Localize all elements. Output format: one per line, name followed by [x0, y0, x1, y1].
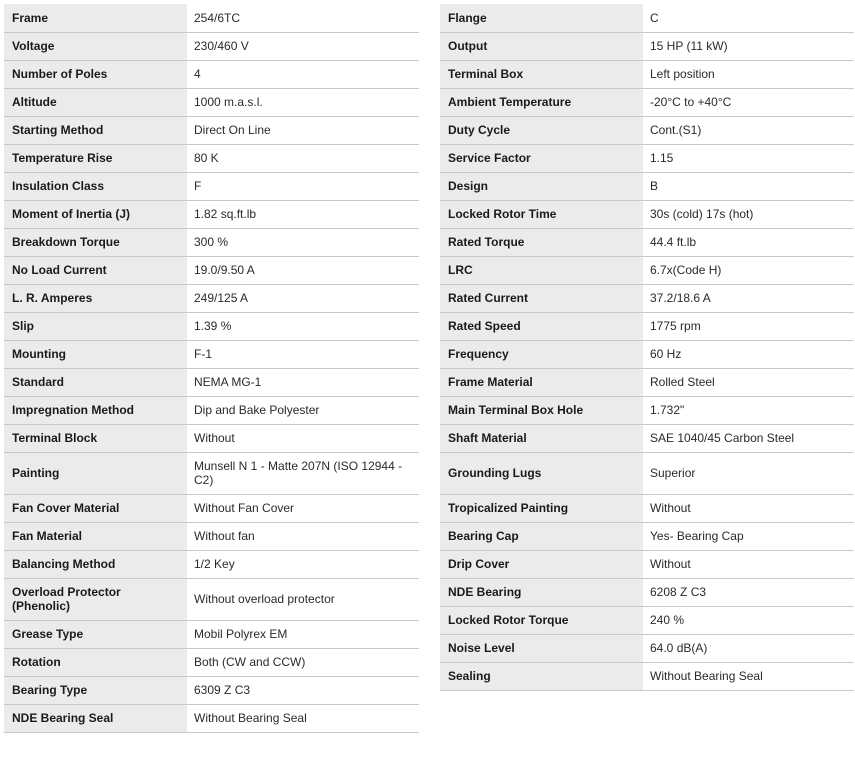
spec-label: Service Factor	[440, 144, 643, 172]
spec-label: Locked Rotor Torque	[440, 606, 643, 634]
spec-value: NEMA MG-1	[187, 368, 419, 396]
spec-value: 6208 Z C3	[643, 578, 854, 606]
spec-row	[440, 312, 854, 340]
spec-row	[440, 200, 854, 228]
spec-row	[440, 550, 854, 578]
spec-value: Superior	[643, 452, 854, 494]
spec-row	[440, 368, 854, 396]
spec-value: F-1	[187, 340, 419, 368]
spec-row	[4, 32, 419, 60]
spec-value: Both (CW and CCW)	[187, 648, 419, 676]
spec-label: Sealing	[440, 662, 643, 690]
spec-value: 1000 m.a.s.l.	[187, 88, 419, 116]
spec-label: Noise Level	[440, 634, 643, 662]
spec-row	[4, 88, 419, 116]
spec-row	[440, 88, 854, 116]
spec-value: Without fan	[187, 522, 419, 550]
spec-value: SAE 1040/45 Carbon Steel	[643, 424, 854, 452]
spec-row	[440, 116, 854, 144]
spec-row	[440, 284, 854, 312]
spec-value: Without Bearing Seal	[187, 704, 419, 732]
spec-value: 1.15	[643, 144, 854, 172]
spec-row	[4, 424, 419, 452]
spec-row	[440, 340, 854, 368]
spec-value: 300 %	[187, 228, 419, 256]
spec-value: Yes- Bearing Cap	[643, 522, 854, 550]
spec-row	[4, 4, 419, 32]
spec-value: 44.4 ft.lb	[643, 228, 854, 256]
spec-row	[4, 522, 419, 550]
spec-label: Ambient Temperature	[440, 88, 643, 116]
spec-row	[440, 424, 854, 452]
spec-row	[440, 494, 854, 522]
spec-value: 1/2 Key	[187, 550, 419, 578]
spec-label: Starting Method	[4, 116, 187, 144]
spec-row	[4, 648, 419, 676]
spec-value: 249/125 A	[187, 284, 419, 312]
spec-row	[440, 228, 854, 256]
spec-value: Dip and Bake Polyester	[187, 396, 419, 424]
spec-row	[4, 396, 419, 424]
spec-label: Frame Material	[440, 368, 643, 396]
spec-label: Voltage	[4, 32, 187, 60]
spec-row	[440, 452, 854, 494]
spec-label: Shaft Material	[440, 424, 643, 452]
spec-row	[4, 256, 419, 284]
spec-label: Impregnation Method	[4, 396, 187, 424]
spec-label: Locked Rotor Time	[440, 200, 643, 228]
spec-value: 6.7x(Code H)	[643, 256, 854, 284]
spec-label: Bearing Cap	[440, 522, 643, 550]
spec-row	[4, 116, 419, 144]
spec-label: Main Terminal Box Hole	[440, 396, 643, 424]
spec-value: 30s (cold) 17s (hot)	[643, 200, 854, 228]
spec-value: 80 K	[187, 144, 419, 172]
spec-value: 1775 rpm	[643, 312, 854, 340]
spec-row	[440, 32, 854, 60]
spec-label: Flange	[440, 4, 643, 32]
spec-value: 1.39 %	[187, 312, 419, 340]
spec-row	[440, 60, 854, 88]
spec-label: Fan Material	[4, 522, 187, 550]
spec-value: 6309 Z C3	[187, 676, 419, 704]
spec-label: Frame	[4, 4, 187, 32]
spec-row	[4, 620, 419, 648]
spec-value: 19.0/9.50 A	[187, 256, 419, 284]
specs-table-right	[440, 4, 854, 691]
spec-label: Design	[440, 172, 643, 200]
spec-value: 37.2/18.6 A	[643, 284, 854, 312]
spec-value: Without Fan Cover	[187, 494, 419, 522]
spec-value: 1.82 sq.ft.lb	[187, 200, 419, 228]
spec-value: Without overload protector	[187, 578, 419, 620]
spec-label: Rated Current	[440, 284, 643, 312]
spec-row	[4, 676, 419, 704]
spec-label: Duty Cycle	[440, 116, 643, 144]
spec-value: Cont.(S1)	[643, 116, 854, 144]
spec-value: 240 %	[643, 606, 854, 634]
spec-value: Left position	[643, 60, 854, 88]
spec-label: Grounding Lugs	[440, 452, 643, 494]
spec-row	[440, 662, 854, 690]
spec-value: 254/6TC	[187, 4, 419, 32]
spec-label: Terminal Box	[440, 60, 643, 88]
spec-value: Without Bearing Seal	[643, 662, 854, 690]
spec-row	[4, 704, 419, 732]
spec-label: Terminal Block	[4, 424, 187, 452]
spec-row	[4, 172, 419, 200]
spec-value: 60 Hz	[643, 340, 854, 368]
spec-label: Insulation Class	[4, 172, 187, 200]
spec-value: 64.0 dB(A)	[643, 634, 854, 662]
spec-label: NDE Bearing Seal	[4, 704, 187, 732]
spec-label: Balancing Method	[4, 550, 187, 578]
spec-value: Munsell N 1 - Matte 207N (ISO 12944 - C2)	[187, 452, 419, 494]
spec-label: Altitude	[4, 88, 187, 116]
spec-label: Rated Speed	[440, 312, 643, 340]
specs-table-left	[4, 4, 419, 733]
spec-label: Slip	[4, 312, 187, 340]
spec-row	[4, 200, 419, 228]
spec-row	[4, 578, 419, 620]
spec-value: Mobil Polyrex EM	[187, 620, 419, 648]
spec-label: Mounting	[4, 340, 187, 368]
spec-value: 4	[187, 60, 419, 88]
spec-row	[4, 312, 419, 340]
spec-label: Grease Type	[4, 620, 187, 648]
spec-label: NDE Bearing	[440, 578, 643, 606]
spec-row	[4, 550, 419, 578]
spec-row	[4, 452, 419, 494]
spec-row	[440, 606, 854, 634]
spec-label: LRC	[440, 256, 643, 284]
spec-value: 230/460 V	[187, 32, 419, 60]
spec-value: -20°C to +40°C	[643, 88, 854, 116]
spec-label: Moment of Inertia (J)	[4, 200, 187, 228]
spec-row	[440, 522, 854, 550]
spec-label: L. R. Amperes	[4, 284, 187, 312]
spec-value: Direct On Line	[187, 116, 419, 144]
spec-row	[440, 144, 854, 172]
spec-label: Number of Poles	[4, 60, 187, 88]
spec-value: C	[643, 4, 854, 32]
spec-row	[4, 228, 419, 256]
spec-label: Bearing Type	[4, 676, 187, 704]
spec-row	[440, 578, 854, 606]
spec-value: Rolled Steel	[643, 368, 854, 396]
spec-label: Tropicalized Painting	[440, 494, 643, 522]
spec-value: Without	[187, 424, 419, 452]
spec-row	[4, 368, 419, 396]
spec-row	[440, 634, 854, 662]
spec-value: F	[187, 172, 419, 200]
spec-label: No Load Current	[4, 256, 187, 284]
spec-label: Frequency	[440, 340, 643, 368]
spec-value: Without	[643, 494, 854, 522]
spec-row	[4, 494, 419, 522]
spec-label: Fan Cover Material	[4, 494, 187, 522]
spec-row	[4, 340, 419, 368]
spec-row	[440, 4, 854, 32]
spec-label: Rated Torque	[440, 228, 643, 256]
spec-label: Overload Protector (Phenolic)	[4, 578, 187, 620]
spec-row	[4, 284, 419, 312]
spec-value: Without	[643, 550, 854, 578]
spec-label: Painting	[4, 452, 187, 494]
spec-value: B	[643, 172, 854, 200]
spec-row	[4, 144, 419, 172]
spec-label: Rotation	[4, 648, 187, 676]
spec-label: Standard	[4, 368, 187, 396]
spec-label: Output	[440, 32, 643, 60]
spec-value: 15 HP (11 kW)	[643, 32, 854, 60]
spec-label: Drip Cover	[440, 550, 643, 578]
spec-value: 1.732"	[643, 396, 854, 424]
spec-row	[4, 60, 419, 88]
spec-row	[440, 396, 854, 424]
spec-row	[440, 172, 854, 200]
spec-row	[440, 256, 854, 284]
spec-label: Breakdown Torque	[4, 228, 187, 256]
spec-label: Temperature Rise	[4, 144, 187, 172]
